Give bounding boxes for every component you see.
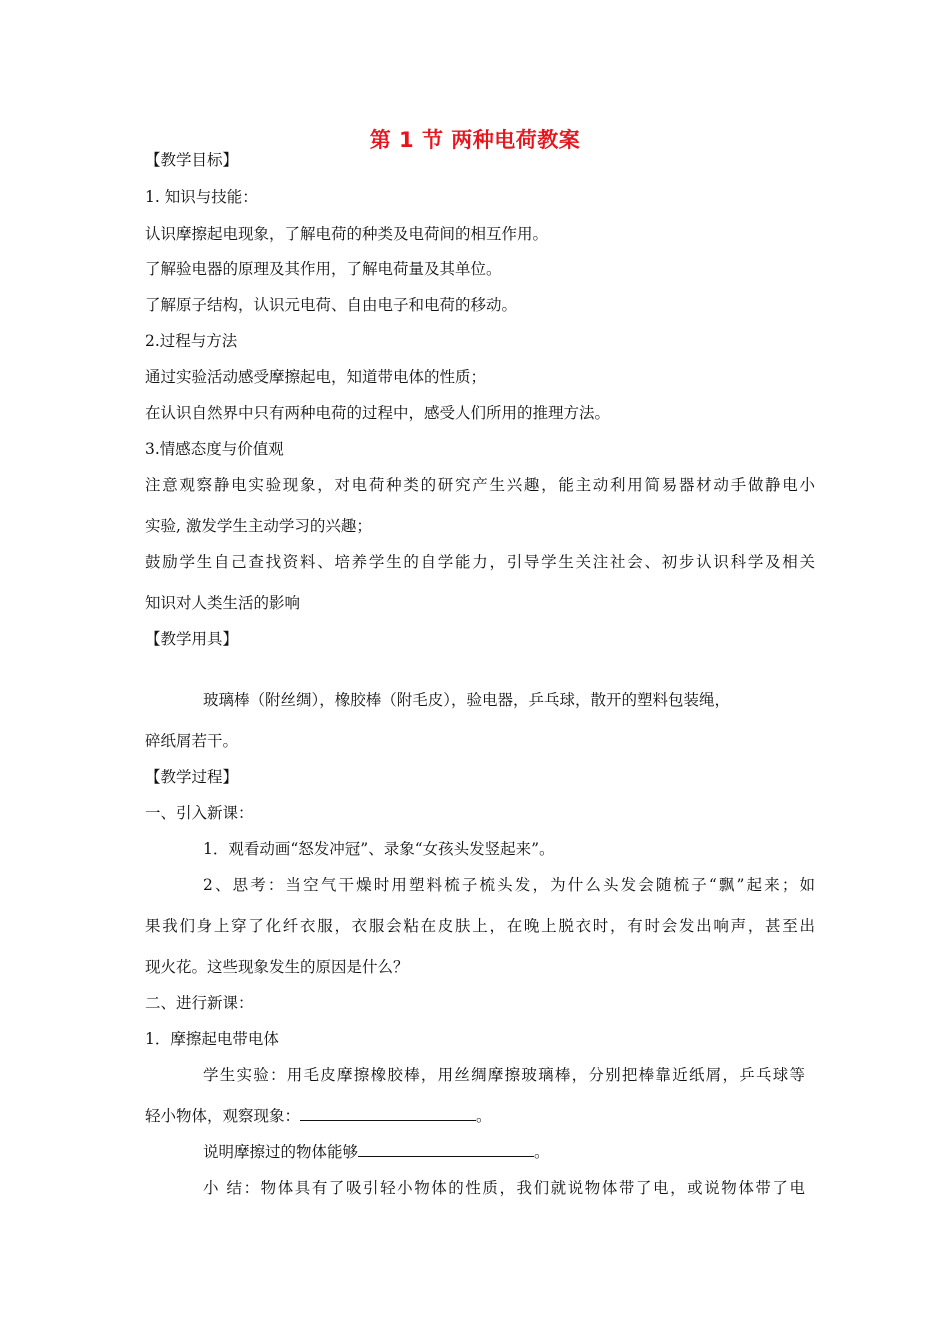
goal1-item: 了解原子结构，认识元电荷、自由电子和电荷的移动。 [145,296,518,314]
goal3-heading: 3.情感态度与价值观 [145,440,284,458]
fill-in-blank [358,1142,534,1157]
part1-item: 现火花。这些现象发生的原因是什么？ [145,958,409,976]
explain-line [203,1142,873,1162]
experiment-text: 轻小物体，观察现象： [145,1107,301,1125]
tools-line: 玻璃棒（附丝绸），橡胶棒（附毛皮），验电器，乒乓球，散开的塑料包装绳， [203,691,731,709]
part1-item: 1．观看动画“怒发冲冠”、录象“女孩头发竖起来”。 [203,840,555,858]
experiment-end: 。 [476,1107,492,1125]
experiment-line: 学生实验：用毛皮摩擦橡胶棒，用丝绸摩擦玻璃棒，分别把棒靠近纸屑，乒乓球等 [203,1066,805,1084]
goal2-item: 通过实验活动感受摩擦起电，知道带电体的性质； [145,368,487,386]
goal1-item: 认识摩擦起电现象，了解电荷的种类及电荷间的相互作用。 [145,225,549,243]
goal1-item: 了解验电器的原理及其作用，了解电荷量及其单位。 [145,260,502,278]
goal3-line: 实验, 激发学生主动学习的兴趣； [145,517,372,535]
goal2-heading: 2.过程与方法 [145,332,238,350]
experiment-line [145,1106,815,1126]
section-heading-tools: 【教学用具】 [145,630,239,648]
part1-item: 2、思考：当空气干燥时用塑料梳子梳头发，为什么头发会随梳子“飘”起来；如 [203,876,815,894]
summary-line: 小 结：物体具有了吸引轻小物体的性质，我们就说物体带了电，或说物体带了电 [203,1179,805,1197]
explain-end: 。 [534,1143,550,1161]
part1-heading: 一、引入新课： [145,804,254,822]
goal2-item: 在认识自然界中只有两种电荷的过程中，感受人们所用的推理方法。 [145,404,611,422]
goal1-heading: 1. 知识与技能： [145,188,258,206]
tools-line: 碎纸屑若干。 [145,732,239,750]
goal3-line: 注意观察静电实验现象，对电荷种类的研究产生兴趣，能主动利用简易器材动手做静电小 [145,476,815,494]
page-title: 第 1 节 两种电荷教案 [369,128,581,152]
goal3-line: 鼓励学生自己查找资料、培养学生的自学能力，引导学生关注社会、初步认识科学及相关 [145,553,815,571]
section-heading-process: 【教学过程】 [145,768,239,786]
part2-subheading: 1．摩擦起电带电体 [145,1030,279,1048]
part1-item: 果我们身上穿了化纤衣服，衣服会粘在皮肤上，在晚上脱衣时，有时会发出响声，甚至出 [145,917,815,935]
part2-heading: 二、进行新课： [145,994,254,1012]
section-heading-goals: 【教学目标】 [145,151,239,169]
explain-text: 说明摩擦过的物体能够 [203,1143,359,1161]
fill-in-blank [300,1106,476,1121]
goal3-line: 知识对人类生活的影响 [145,594,301,612]
